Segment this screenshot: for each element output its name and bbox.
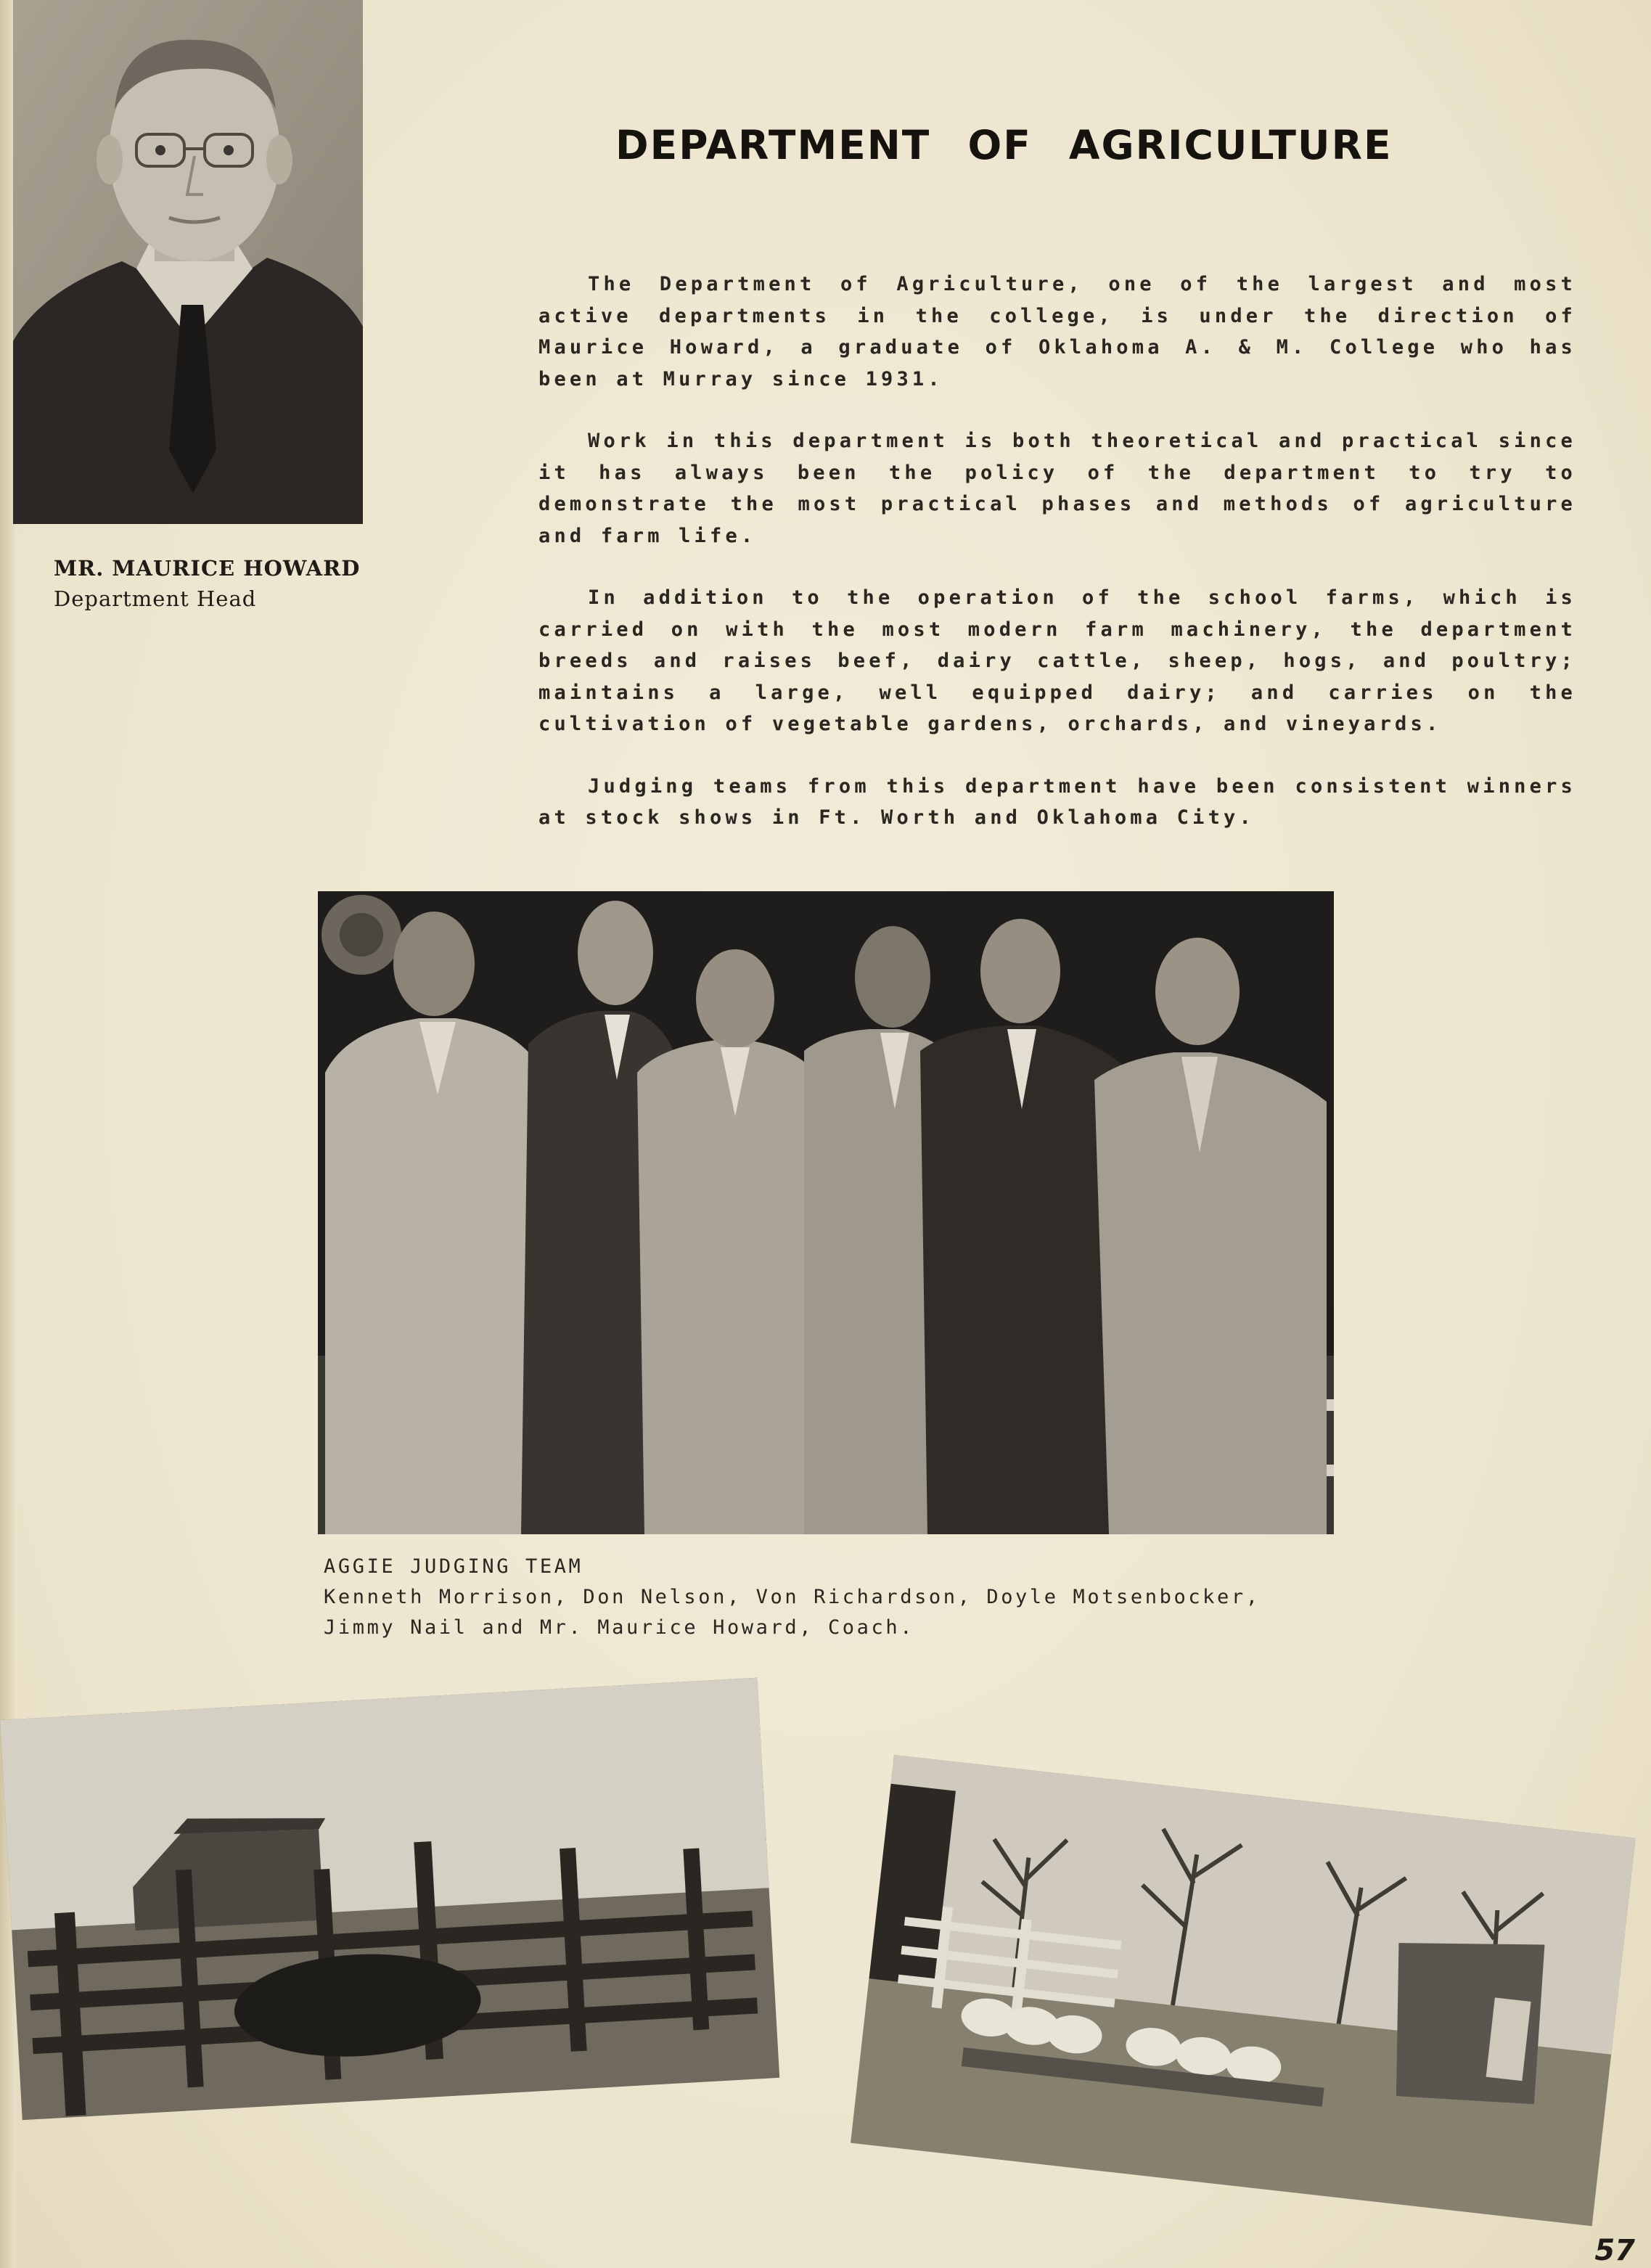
team-caption-line-2: Jimmy Nail and Mr. Maurice Howard, Coach. — [324, 1616, 915, 1639]
portrait-role: Department Head — [54, 586, 257, 611]
team-caption-title: AGGIE JUDGING TEAM — [324, 1555, 583, 1578]
sheep-photo — [851, 1755, 1636, 2226]
paragraph-3: In addition to the operation of the school farms, which is carried on with the most modern farm machinery, the department breeds and raises beef, dairy cattle, sheep, hogs, and poultry; maintains a large, well equipped dairy; and carries on the cultivation of vegetable gardens, orchards, and vineyards. — [538, 586, 1576, 735]
team-photo — [318, 891, 1334, 1534]
corral-illustration — [0, 1678, 779, 2120]
portrait-caption — [54, 553, 360, 614]
team-caption — [324, 1552, 1261, 1643]
team-caption-line-1: Kenneth Morrison, Don Nelson, Von Richardson, Doyle Motsenbocker, — [324, 1586, 1261, 1608]
paragraph-2: Work in this department is both theoretical and practical since it has always been the policy of the department to try to demonstrate the most practical phases and methods of agriculture and farm life. — [538, 430, 1576, 547]
sheep-illustration — [851, 1755, 1636, 2226]
page-title: DEPARTMENT OF AGRICULTURE — [615, 122, 1393, 168]
page-number: 57 — [1594, 2234, 1635, 2267]
portrait-photo — [13, 0, 363, 524]
team-illustration — [318, 891, 1334, 1534]
portrait-name: MR. MAURICE HOWARD — [54, 556, 361, 581]
paragraph-4: Judging teams from this department have been consistent winners at stock shows in Ft. Worth and Oklahoma City. — [538, 774, 1576, 829]
corral-photo — [0, 1678, 779, 2120]
portrait-illustration — [13, 0, 363, 524]
paragraph-1: The Department of Agriculture, one of the largest and most active departments in the college, is under the direction of Maurice Howard, a graduate of Oklahoma A. & M. College who has been at Murray since 1931. — [538, 273, 1576, 390]
body-text — [538, 269, 1576, 864]
